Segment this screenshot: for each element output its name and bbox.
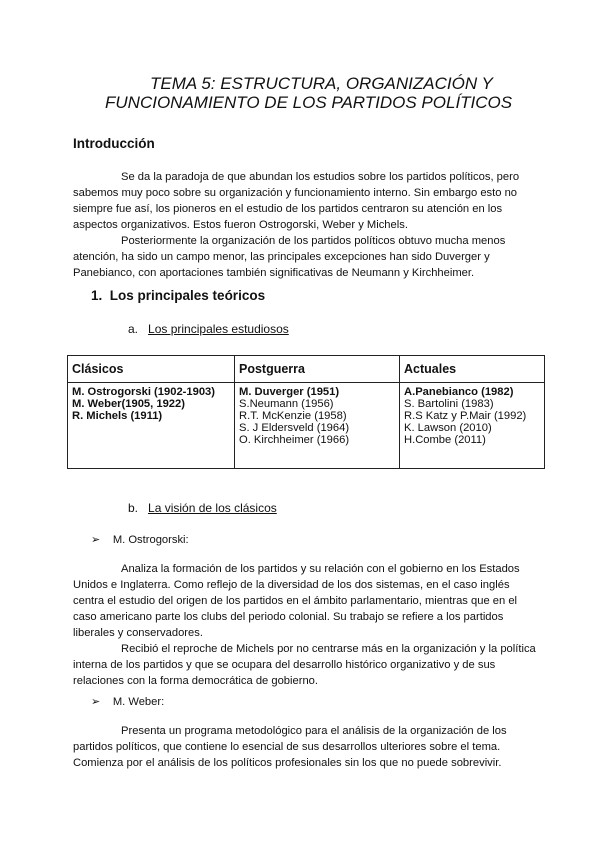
- subsection-letter: b.: [128, 501, 139, 515]
- subsection-a: [128, 321, 289, 337]
- title-line-2: FUNCIONAMIENTO DE LOS PARTIDOS POLÍTICOS: [105, 93, 513, 112]
- table-cell-postguerra: [235, 383, 400, 469]
- table-row: [68, 383, 545, 469]
- arrow-bullet-icon: ➢: [91, 696, 101, 708]
- intro-paragraphs: [73, 169, 519, 281]
- text-line: sabemos muy poco sobre su organización y funcionamiento interno. Sin embargo esto no: [73, 187, 518, 199]
- column-header: Actuales: [400, 356, 545, 383]
- text-line: partidos políticos, que contiene lo esencial de sus desarrollos ulteriores sobre el tema.: [73, 741, 501, 753]
- subsection-letter: a.: [128, 322, 139, 336]
- author: M. Weber(1905, 1922): [72, 398, 185, 410]
- section-title: Los principales teóricos: [109, 288, 266, 303]
- text-line: Presenta un programa metodológico para el análisis de la organización de los: [121, 725, 507, 737]
- text-line: siempre fue así, los pioneros en el estudio de los partidos centraron su atención en los: [73, 203, 503, 215]
- author: R. Michels (1911): [72, 410, 163, 422]
- bullet-weber: [91, 694, 164, 710]
- text-line: Se da la paradoja de que abundan los estudios sobre los partidos políticos, pero: [121, 171, 520, 183]
- author: R.T. McKenzie (1958): [239, 410, 347, 422]
- author: S.Neumann (1956): [239, 398, 334, 410]
- author: M. Duverger (1951): [239, 386, 340, 398]
- author: A.Panebianco (1982): [404, 386, 514, 398]
- text-line: atención, ha sido un campo menor, las principales excepciones han sido Duverger y: [73, 251, 490, 263]
- table-header-row: [68, 356, 545, 383]
- ostrogorski-paragraphs: [73, 561, 536, 689]
- text-line: Recibió el reproche de Michels por no centrarse más en la organización y la política: [121, 643, 536, 655]
- subsection-b: [128, 500, 277, 516]
- author: O. Kirchheimer (1966): [239, 434, 350, 446]
- text-line: relaciones con la forma democrática de gobierno.: [73, 675, 319, 687]
- text-line: interna de los partidos y que se ocupara del desarrollo histórico organizativo y de sus: [73, 659, 496, 671]
- section-number: 1.: [91, 288, 103, 303]
- text-line: Comienza por el análisis de los políticos profesionales sin los que no puede sobrevivir.: [73, 757, 502, 769]
- text-line: aspectos organizativos. Estos fueron Ostrogorski, Weber y Michels.: [73, 219, 408, 231]
- author: M. Ostrogorski (1902-1903): [72, 386, 216, 398]
- intro-heading: Introducción: [73, 136, 155, 151]
- subsection-title: Los principales estudiosos: [148, 322, 289, 336]
- author: S. Bartolini (1983): [404, 398, 494, 410]
- column-header: Clásicos: [68, 356, 235, 383]
- text-line: liberales y conservadores.: [73, 627, 203, 639]
- arrow-bullet-icon: ➢: [91, 534, 101, 546]
- text-line: centra el estudio del origen de los partidos en el ámbito parlamentario, mientras que en el: [73, 595, 518, 607]
- text-line: Analiza la formación de los partidos y su relación con el gobierno en los Estados: [121, 563, 520, 575]
- author: H.Combe (2011): [404, 434, 486, 446]
- author: K. Lawson (2010): [404, 422, 492, 434]
- table-cell-actuales: [400, 383, 545, 469]
- title-line-1: TEMA 5: ESTRUCTURA, ORGANIZACIÓN Y: [150, 74, 493, 93]
- text-line: caso americano parte los clubs del periodo colonial. Su trabajo se refiere a los partidos: [73, 611, 504, 623]
- scholars-table: [67, 355, 545, 469]
- bullet-label: M. Ostrogorski:: [112, 534, 189, 546]
- author: S. J Eldersveld (1964): [239, 422, 350, 434]
- table-cell-clasicos: [68, 383, 235, 469]
- bullet-label: M. Weber:: [112, 696, 165, 708]
- text-line: Unidos e Inglaterra. Como reflejo de la diversidad de los dos sistemas, en el caso inglés: [73, 579, 510, 591]
- text-line: Posteriormente la organización de los partidos políticos obtuvo mucha menos: [121, 235, 506, 247]
- section-1-heading: [91, 288, 265, 303]
- weber-paragraphs: [73, 723, 507, 771]
- column-header: Postguerra: [235, 356, 400, 383]
- bullet-ostrogorski: [91, 532, 189, 548]
- author: R.S Katz y P.Mair (1992): [404, 410, 527, 422]
- subsection-title: La visión de los clásicos: [148, 501, 277, 515]
- text-line: Panebianco, con aportaciones también significativas de Neumann y Kirchheimer.: [73, 267, 475, 279]
